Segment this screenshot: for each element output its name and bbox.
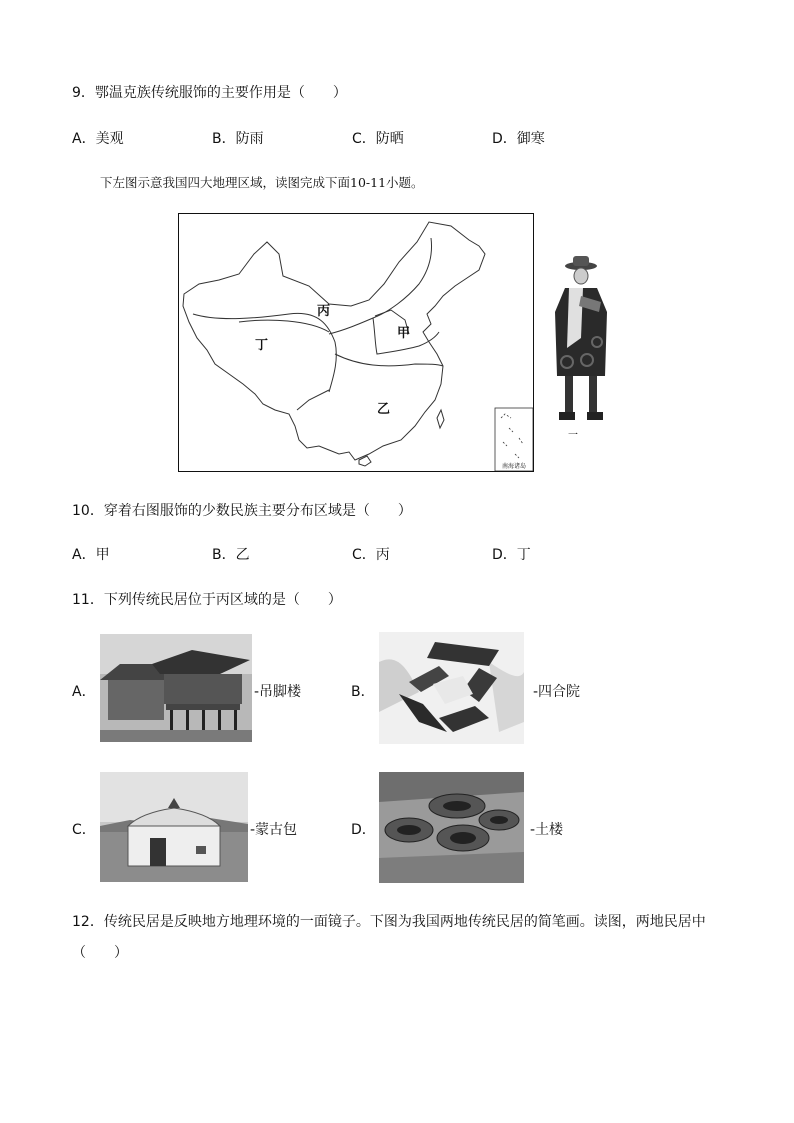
q11-option-b-letter: B． [351,684,375,700]
region-label-bing: 丙 [317,304,331,319]
q9-option-a: A．美观 [72,131,124,147]
q11-option-c-letter: C． [72,822,96,838]
q12-paren: （ ） [72,945,128,961]
q11-option-d-letter: D． [351,822,376,838]
q10-option-a: A．甲 [72,547,110,563]
tulou-drawing [379,772,524,883]
q9-option-c: C．防晒 [352,131,404,147]
region-label-ding: 丁 [255,338,269,353]
region-label-yi: 乙 [377,402,391,417]
region-label-jia: 甲 [397,326,411,341]
tibetan-costume-figure [543,252,615,428]
tulou-photo [379,772,524,883]
q10-option-c: C．丙 [352,547,390,563]
stilt-house-drawing [100,634,252,742]
stilt-house-photo [100,634,252,742]
q11-caption-b: -四合院 [533,684,581,700]
siheyuan-drawing [379,632,524,744]
q10-option-b: B．乙 [212,547,250,563]
q10-option-d: D．丁 [492,547,531,563]
yurt-photo [100,772,248,882]
q11-caption-a: -吊脚楼 [254,684,302,700]
q11-stem: 11．下列传统民居位于丙区域的是（ ） [72,592,342,608]
siheyuan-photo [379,632,524,744]
q12-stem: 12．传统民居是反映地方地理环境的一面镜子。下图为我国两地传统民居的简笔画。读图，两地民居中 [72,914,706,930]
q9-option-b: B．防雨 [212,131,264,147]
inset-label: 南海诸岛 [501,463,527,470]
figure-dash: 一 [568,430,578,441]
intro-text: 下左图示意我国四大地理区域，读图完成下面10-11小题。 [100,175,424,190]
china-regions-map [178,213,534,472]
q10-stem: 10．穿着右图服饰的少数民族主要分布区域是（ ） [72,503,412,519]
q9-stem: 9．鄂温克族传统服饰的主要作用是（ ） [72,85,347,101]
q11-option-a-letter: A． [72,684,96,700]
q11-caption-c: -蒙古包 [250,822,298,838]
q11-caption-d: -土楼 [530,822,564,838]
q9-option-d: D．御寒 [492,131,545,147]
yurt-drawing [100,772,248,882]
map-drawing [179,214,534,472]
costume-figure-drawing [543,252,615,428]
